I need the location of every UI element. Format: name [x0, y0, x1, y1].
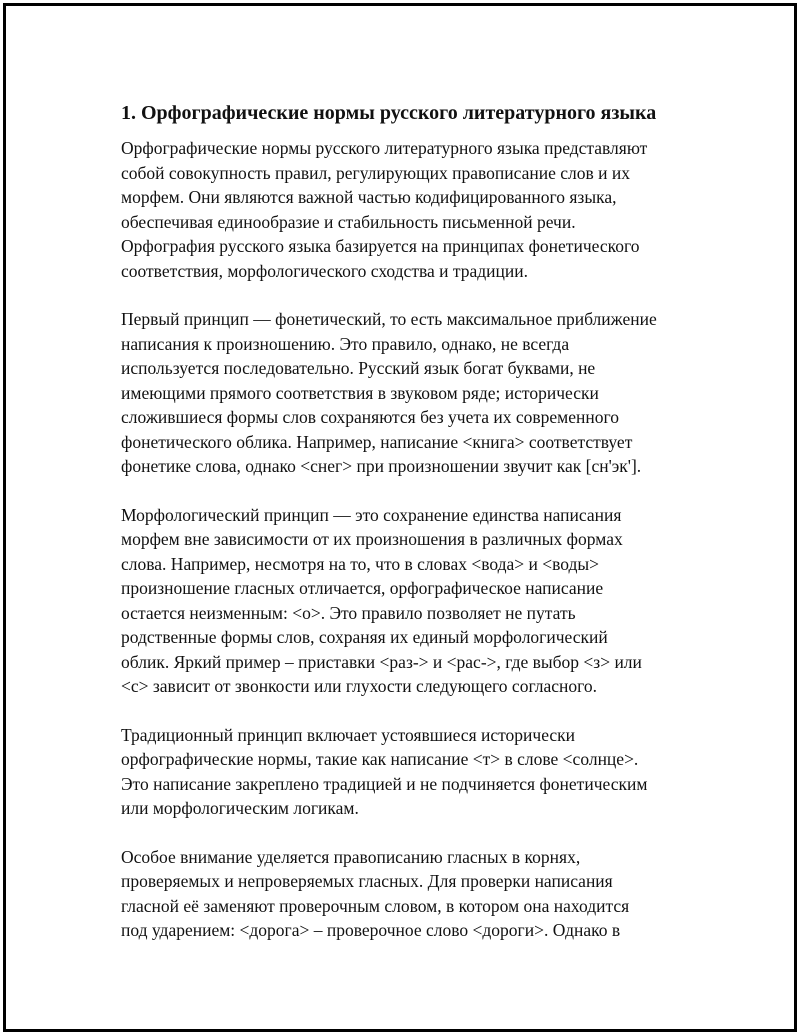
paragraph — [121, 723, 711, 821]
paragraph-list — [121, 136, 711, 943]
text-line: остается неизменным: <о>. Это правило позволяет не путать — [121, 602, 576, 623]
text-line: собой совокупность правил, регулирующих правописание слов и их — [121, 162, 630, 183]
section-heading: 1. Орфографические нормы русского литературного языка — [121, 102, 657, 124]
text-line: <с> зависит от звонкости или глухости следующего согласного. — [121, 676, 597, 696]
text-line: морфем. Они являются важной частью кодифицированного языка, — [121, 187, 617, 207]
paragraph — [121, 845, 711, 943]
text-line: Первый принцип — фонетический, то есть максимальное приближение — [121, 309, 657, 329]
page-frame — [3, 3, 797, 1032]
paragraph — [121, 307, 711, 479]
text-line: родственные формы слов, сохраняя их единый морфологический — [121, 627, 608, 647]
text-line: слова. Например, несмотря на то, что в словах <вода> и <воды> — [121, 553, 600, 574]
text-line: Традиционный принцип включает устоявшиеся исторически — [121, 724, 576, 745]
text-line: фонетического облика. Например, написание <книга> соответствует — [121, 431, 633, 452]
text-line: используется последовательно. Русский язык богат буквами, не — [121, 358, 596, 378]
text-line: Это написание закреплено традицией и не подчиняется фонетическим — [121, 773, 648, 794]
text-line: проверяемых и непроверяемых гласных. Для проверки написания — [121, 871, 613, 891]
text-line: Орфография русского языка базируется на принципах фонетического — [121, 236, 640, 256]
text-line: соответствия, морфологического сходства и традиции. — [121, 260, 528, 281]
text-line: Особое внимание уделяется правописанию гласных в корнях, — [121, 846, 581, 867]
text-line: Орфографические нормы русского литературного языка представляют — [121, 138, 648, 158]
text-line: орфографические нормы, такие как написание <т> в слове <солнце>. — [121, 749, 639, 769]
text-line: облик. Яркий пример – приставки <раз-> и <рас->, где выбор <з> или — [121, 651, 642, 672]
paragraph — [121, 136, 711, 283]
text-line: имеющими прямого соответствия в звуковом ряде; исторически — [121, 382, 599, 403]
text-line: гласной её заменяют проверочным словом, в котором она находится — [121, 895, 630, 916]
text-line: фонетике слова, однако <снег> при произношении звучит как [сн'эк']. — [121, 456, 642, 476]
text-line: морфем вне зависимости от их произношения в различных формах — [121, 529, 623, 549]
text-line: или морфологическим логикам. — [121, 798, 359, 818]
paragraph — [121, 503, 711, 699]
document-body — [121, 100, 711, 967]
text-line: обеспечивая единообразие и стабильность письменной речи. — [121, 211, 576, 232]
text-line: Морфологический принцип — это сохранение единства написания — [121, 504, 622, 525]
text-line: произношение гласных отличается, орфографическое написание — [121, 578, 604, 598]
text-line: под ударением: <дорога> – проверочное слово <дороги>. Однако в — [121, 920, 621, 940]
text-line: написания к произношению. Это правило, однако, не всегда — [121, 333, 570, 354]
text-line: сложившиеся формы слов сохраняются без учета их современного — [121, 407, 619, 427]
